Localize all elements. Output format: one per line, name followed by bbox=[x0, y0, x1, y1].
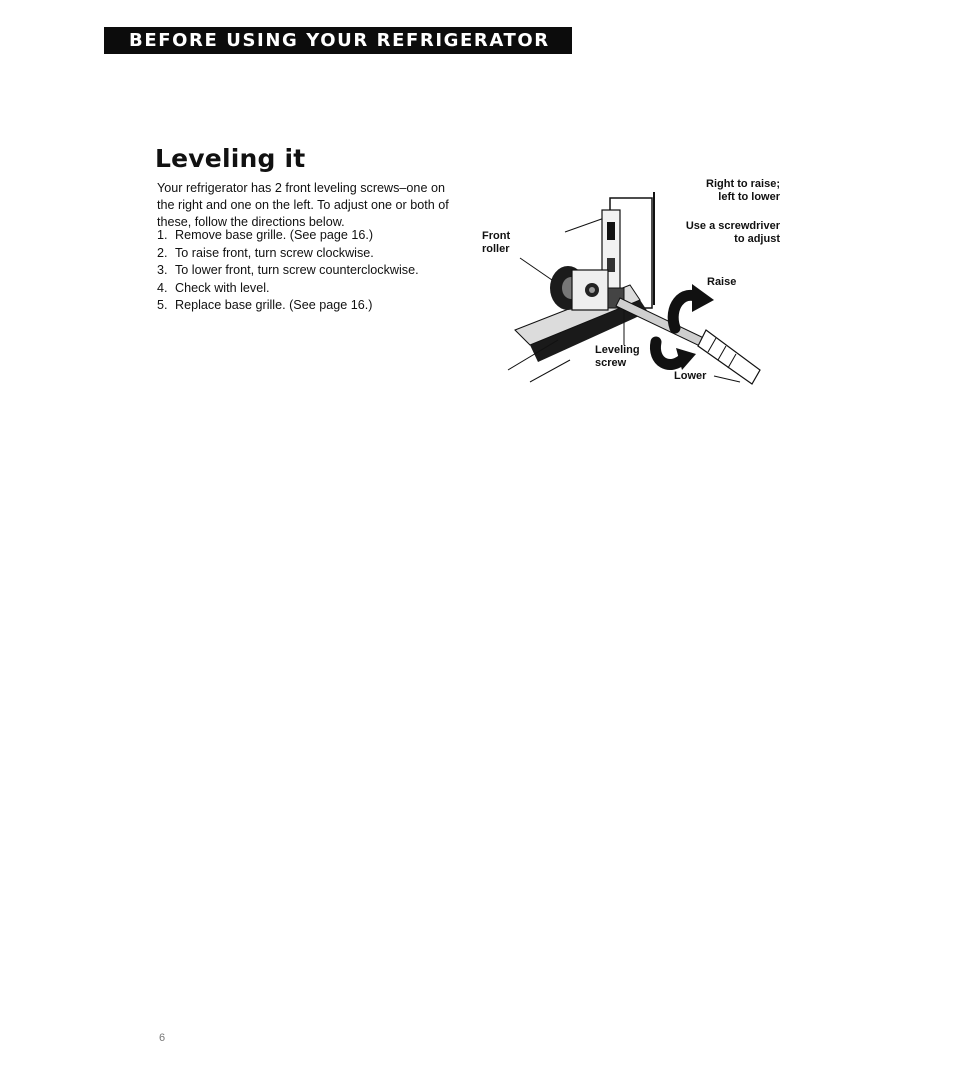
page-number: 6 bbox=[159, 1032, 166, 1044]
step-number: 4. bbox=[157, 280, 168, 295]
step-text: Remove base grille. (See page 16.) bbox=[175, 228, 374, 242]
direction-label bbox=[670, 178, 780, 204]
screwdriver-label bbox=[660, 220, 780, 246]
steps-list bbox=[157, 227, 477, 315]
label-raise: Raise bbox=[707, 276, 737, 288]
label-leveling: Leveling bbox=[595, 344, 640, 356]
step-text: To raise front, turn screw clockwise. bbox=[175, 245, 374, 260]
step-text: Check with level. bbox=[175, 280, 270, 295]
section-header-bar bbox=[104, 27, 572, 54]
front-roller-leader bbox=[520, 258, 552, 280]
label-use-screwdriver: Use a screwdriver bbox=[685, 220, 780, 232]
list-item bbox=[157, 245, 477, 263]
step-number: 2. bbox=[157, 245, 168, 260]
step-text: Replace base grille. (See page 16.) bbox=[175, 298, 373, 313]
step-number: 3. bbox=[157, 263, 168, 278]
header-title: BEFORE USING YOUR REFRIGERATOR bbox=[129, 30, 550, 51]
step-text: To lower front, turn screw counterclockwise. bbox=[175, 263, 419, 278]
label-screw: screw bbox=[595, 357, 627, 369]
label-front: Front bbox=[482, 230, 511, 242]
list-item bbox=[157, 262, 477, 280]
front-roller-label bbox=[482, 230, 510, 256]
intro-paragraph: Your refrigerator has 2 front leveling screws–one on the right and one on the left. To adjust one or both of these, follow the directions below. bbox=[157, 181, 449, 229]
floor-line bbox=[530, 360, 570, 382]
list-item bbox=[157, 227, 477, 245]
section-title: Leveling it bbox=[155, 144, 306, 173]
list-item bbox=[157, 297, 477, 315]
leveling-diagram bbox=[470, 180, 790, 390]
list-item bbox=[157, 280, 477, 298]
label-to-adjust: to adjust bbox=[734, 233, 780, 245]
step-number: 5. bbox=[157, 298, 168, 313]
label-left-to-lower: left to lower bbox=[718, 191, 780, 203]
roller-axle-center bbox=[589, 287, 595, 293]
step-number: 1. bbox=[157, 228, 168, 242]
hinge-slot bbox=[607, 222, 615, 240]
screwdriver-handle bbox=[698, 330, 760, 384]
label-right-to-raise: Right to raise; bbox=[706, 178, 780, 190]
leveling-screw-label bbox=[595, 344, 640, 370]
label-roller: roller bbox=[482, 243, 510, 255]
label-lower: Lower bbox=[674, 370, 707, 382]
lower-label-leader bbox=[714, 376, 740, 382]
